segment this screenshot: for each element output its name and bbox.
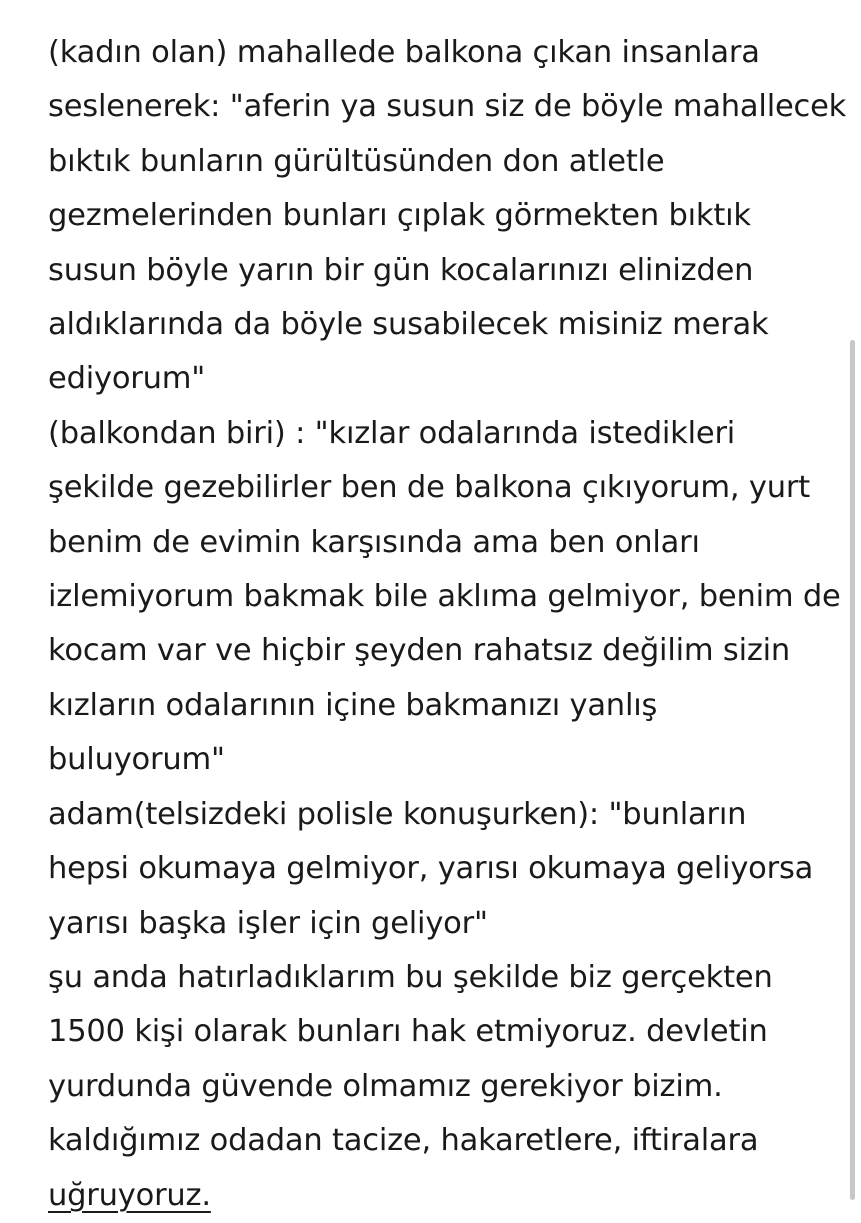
text-line: kaldığımız odadan tacize, hakaretlere, iftiralara <box>48 1123 759 1159</box>
text-line: kızların odalarının içine bakmanızı yanlış <box>48 687 658 723</box>
text-line: izlemiyorum bakmak bile aklıma gelmiyor, benim de <box>48 579 841 615</box>
scrollbar[interactable] <box>850 340 855 1200</box>
text-line: kocam var ve hiçbir şeyden rahatsız değilim sizin <box>48 633 791 669</box>
text-line: şekilde gezebilirler ben de balkona çıkıyorum, yurt <box>48 470 810 506</box>
text-line: seslenerek: "aferin ya susun siz de böyle mahallecek <box>48 89 847 125</box>
text-line: yurdunda güvende olmamız gerekiyor bizim. <box>48 1068 723 1104</box>
text-line: gezmelerinden bunları çıplak görmekten bıktık <box>48 198 751 234</box>
text-line: adam(telsizdeki polisle konuşurken): "bunların <box>48 796 747 832</box>
underlined-word: uğruyoruz. <box>48 1177 211 1213</box>
text-line: şu anda hatırladıklarım bu şekilde biz gerçekten <box>48 959 773 995</box>
text-line: ediyorum" <box>48 361 206 397</box>
text-line: (kadın olan) mahallede balkona çıkan insanlara <box>48 35 760 70</box>
text-line: (balkondan biri) : "kızlar odalarında istedikleri <box>48 415 736 451</box>
text-line: yarısı başka işler için geliyor" <box>48 905 488 941</box>
text-line: hepsi okumaya gelmiyor, yarısı okumaya geliyorsa <box>48 851 814 887</box>
text-line: benim de evimin karşısında ama ben onları <box>48 524 700 560</box>
text-line: bıktık bunların gürültüsünden don atletle <box>48 143 665 179</box>
text-line: aldıklarında da böyle susabilecek misiniz merak <box>48 307 769 343</box>
text-line-last <box>48 1169 838 1223</box>
text-line: 1500 kişi olarak bunları hak etmiyoruz. devletin <box>48 1014 768 1050</box>
text-line: buluyorum" <box>48 742 225 778</box>
text-line: susun böyle yarın bir gün kocalarınızı elinizden <box>48 252 754 288</box>
document-text <box>48 26 847 1223</box>
